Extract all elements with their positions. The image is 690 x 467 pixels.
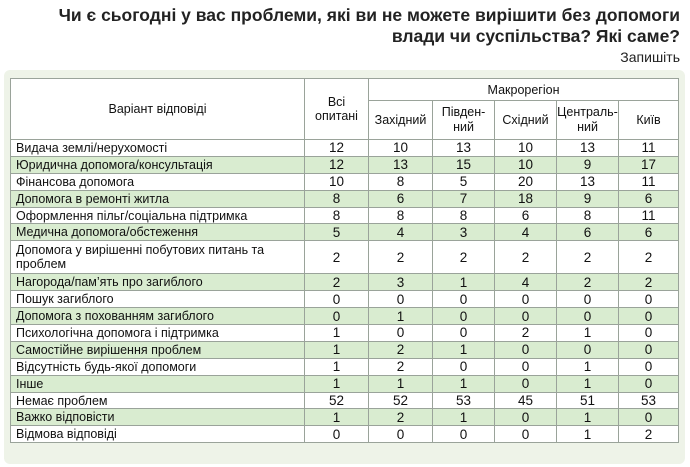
row-label: Пошук загиблого: [11, 291, 305, 308]
row-label: Допомога у вирішенні побутових питань та проблем: [11, 241, 305, 274]
cell-region-value: 17: [619, 156, 679, 173]
cell-region-value: 0: [495, 291, 557, 308]
cell-all-respondents: 1: [305, 341, 369, 358]
cell-region-value: 9: [557, 156, 619, 173]
table-row: [11, 173, 679, 190]
cell-all-respondents: 2: [305, 241, 369, 274]
region-header: [557, 101, 619, 140]
cell-region-value: 20: [495, 173, 557, 190]
cell-region-value: 3: [433, 224, 495, 241]
cell-region-value: 1: [557, 325, 619, 342]
cell-all-respondents: 8: [305, 207, 369, 224]
cell-all-respondents: 52: [305, 392, 369, 409]
cell-region-value: 0: [495, 341, 557, 358]
cell-region-value: 0: [495, 375, 557, 392]
table-row: [11, 190, 679, 207]
cell-region-value: 13: [557, 173, 619, 190]
cell-all-respondents: 12: [305, 140, 369, 157]
cell-region-value: 4: [495, 224, 557, 241]
cell-region-value: 10: [495, 140, 557, 157]
cell-region-value: 0: [619, 325, 679, 342]
cell-region-value: 1: [433, 274, 495, 291]
table-row: [11, 156, 679, 173]
cell-region-value: 6: [619, 190, 679, 207]
region-header: [433, 101, 495, 140]
cell-all-respondents: 0: [305, 291, 369, 308]
cell-region-value: 8: [369, 207, 433, 224]
region-header-line-1: Західний: [374, 112, 427, 127]
cell-region-value: 1: [433, 341, 495, 358]
cell-region-value: 0: [495, 308, 557, 325]
cell-region-value: 0: [433, 291, 495, 308]
cell-region-value: 2: [495, 241, 557, 274]
cell-all-respondents: 1: [305, 358, 369, 375]
region-header: [495, 101, 557, 140]
cell-region-value: 0: [619, 341, 679, 358]
cell-region-value: 53: [619, 392, 679, 409]
cell-region-value: 0: [619, 308, 679, 325]
macroregion-header: Макрорегіон: [369, 79, 679, 101]
row-label: Психологічна допомога і підтримка: [11, 325, 305, 342]
cell-region-value: 2: [557, 241, 619, 274]
region-header-line-2: ний: [577, 120, 598, 134]
cell-region-value: 52: [369, 392, 433, 409]
cell-all-respondents: 8: [305, 190, 369, 207]
row-label: Важко відповісти: [11, 409, 305, 426]
cell-region-value: 6: [495, 207, 557, 224]
region-header: [369, 101, 433, 140]
cell-region-value: 2: [369, 358, 433, 375]
cell-region-value: 3: [369, 274, 433, 291]
table-row: [11, 308, 679, 325]
cell-all-respondents: 12: [305, 156, 369, 173]
table-row: [11, 207, 679, 224]
region-header: [619, 101, 679, 140]
cell-all-respondents: 5: [305, 224, 369, 241]
cell-region-value: 1: [557, 375, 619, 392]
row-label: Допомога з похованням загиблого: [11, 308, 305, 325]
cell-region-value: 53: [433, 392, 495, 409]
cell-region-value: 4: [369, 224, 433, 241]
cell-region-value: 6: [369, 190, 433, 207]
table-row: [11, 274, 679, 291]
region-header-line-1: Східний: [502, 112, 549, 127]
cell-region-value: 0: [433, 358, 495, 375]
row-label: Юридична допомога/консультація: [11, 156, 305, 173]
cell-region-value: 10: [369, 140, 433, 157]
cell-all-respondents: 2: [305, 274, 369, 291]
row-label: Оформлення пільг/соціальна підтримка: [11, 207, 305, 224]
table-row: [11, 392, 679, 409]
cell-region-value: 1: [369, 375, 433, 392]
region-header-line-2: ний: [453, 120, 474, 134]
cell-region-value: 13: [369, 156, 433, 173]
cell-region-value: 0: [495, 426, 557, 443]
all-header-line-2: опитані: [315, 109, 358, 123]
row-label: Самостійне вирішення проблем: [11, 341, 305, 358]
all-respondents-header: [305, 79, 369, 140]
cell-region-value: 2: [495, 325, 557, 342]
cell-region-value: 4: [495, 274, 557, 291]
row-label: Нагорода/пам’ять про загиблого: [11, 274, 305, 291]
cell-region-value: 2: [369, 341, 433, 358]
cell-region-value: 15: [433, 156, 495, 173]
cell-region-value: 9: [557, 190, 619, 207]
cell-all-respondents: 1: [305, 409, 369, 426]
cell-region-value: 1: [557, 358, 619, 375]
cell-region-value: 0: [369, 291, 433, 308]
cell-region-value: 6: [619, 224, 679, 241]
region-header-line-1: Півден-: [441, 105, 486, 119]
cell-region-value: 2: [369, 409, 433, 426]
cell-region-value: 13: [557, 140, 619, 157]
cell-region-value: 45: [495, 392, 557, 409]
cell-region-value: 13: [433, 140, 495, 157]
cell-region-value: 0: [619, 409, 679, 426]
row-label: Інше: [11, 375, 305, 392]
cell-region-value: 0: [619, 358, 679, 375]
cell-region-value: 11: [619, 140, 679, 157]
cell-all-respondents: 0: [305, 308, 369, 325]
cell-all-respondents: 1: [305, 375, 369, 392]
table-row: [11, 241, 679, 274]
cell-region-value: 1: [557, 426, 619, 443]
table-row: [11, 341, 679, 358]
cell-region-value: 1: [369, 308, 433, 325]
cell-region-value: 18: [495, 190, 557, 207]
cell-region-value: 0: [557, 308, 619, 325]
cell-region-value: 1: [557, 409, 619, 426]
results-table: [10, 78, 679, 443]
row-label: Допомога в ремонті житла: [11, 190, 305, 207]
table-row: [11, 426, 679, 443]
table-row: [11, 325, 679, 342]
all-header-line-1: Всі: [327, 95, 346, 109]
row-label: Відмова відповіді: [11, 426, 305, 443]
cell-region-value: 1: [433, 375, 495, 392]
cell-region-value: 0: [433, 325, 495, 342]
cell-region-value: 0: [557, 341, 619, 358]
row-label: Медична допомога/обстеження: [11, 224, 305, 241]
cell-region-value: 2: [433, 241, 495, 274]
cell-region-value: 0: [369, 426, 433, 443]
cell-region-value: 51: [557, 392, 619, 409]
cell-region-value: 0: [433, 308, 495, 325]
cell-region-value: 11: [619, 173, 679, 190]
table-row: [11, 140, 679, 157]
row-label: Відсутність будь-якої допомоги: [11, 358, 305, 375]
cell-region-value: 10: [495, 156, 557, 173]
question-title-line-2: влади чи суспільства? Які саме?: [391, 26, 680, 46]
region-header-line-1: Київ: [636, 112, 661, 127]
cell-all-respondents: 10: [305, 173, 369, 190]
cell-region-value: 0: [433, 426, 495, 443]
cell-region-value: 0: [495, 358, 557, 375]
cell-region-value: 0: [619, 291, 679, 308]
row-label: Видача землі/нерухомості: [11, 140, 305, 157]
cell-region-value: 2: [619, 426, 679, 443]
cell-region-value: 0: [495, 409, 557, 426]
table-row: [11, 409, 679, 426]
cell-region-value: 7: [433, 190, 495, 207]
cell-all-respondents: 1: [305, 325, 369, 342]
cell-region-value: 0: [557, 291, 619, 308]
cell-region-value: 5: [433, 173, 495, 190]
region-header-line-1: Централь-: [557, 105, 618, 119]
table-row: [11, 224, 679, 241]
cell-region-value: 11: [619, 207, 679, 224]
cell-region-value: 8: [557, 207, 619, 224]
cell-region-value: 6: [557, 224, 619, 241]
cell-region-value: 2: [619, 274, 679, 291]
cell-all-respondents: 0: [305, 426, 369, 443]
cell-region-value: 8: [369, 173, 433, 190]
row-label: Немає проблем: [11, 392, 305, 409]
cell-region-value: 8: [433, 207, 495, 224]
option-header: Варіант відповіді: [11, 79, 305, 140]
question-title-line-1: Чи є сьогодні у вас проблеми, які ви не можете вирішити без допомоги: [58, 5, 680, 25]
cell-region-value: 0: [619, 375, 679, 392]
question-note: Запишіть: [620, 49, 680, 65]
page-title-block: [40, 5, 680, 66]
row-label: Фінансова допомога: [11, 173, 305, 190]
cell-region-value: 1: [433, 409, 495, 426]
cell-region-value: 2: [369, 241, 433, 274]
table-row: [11, 291, 679, 308]
table-row: [11, 358, 679, 375]
table-row: [11, 375, 679, 392]
cell-region-value: 2: [619, 241, 679, 274]
cell-region-value: 0: [369, 325, 433, 342]
cell-region-value: 2: [557, 274, 619, 291]
